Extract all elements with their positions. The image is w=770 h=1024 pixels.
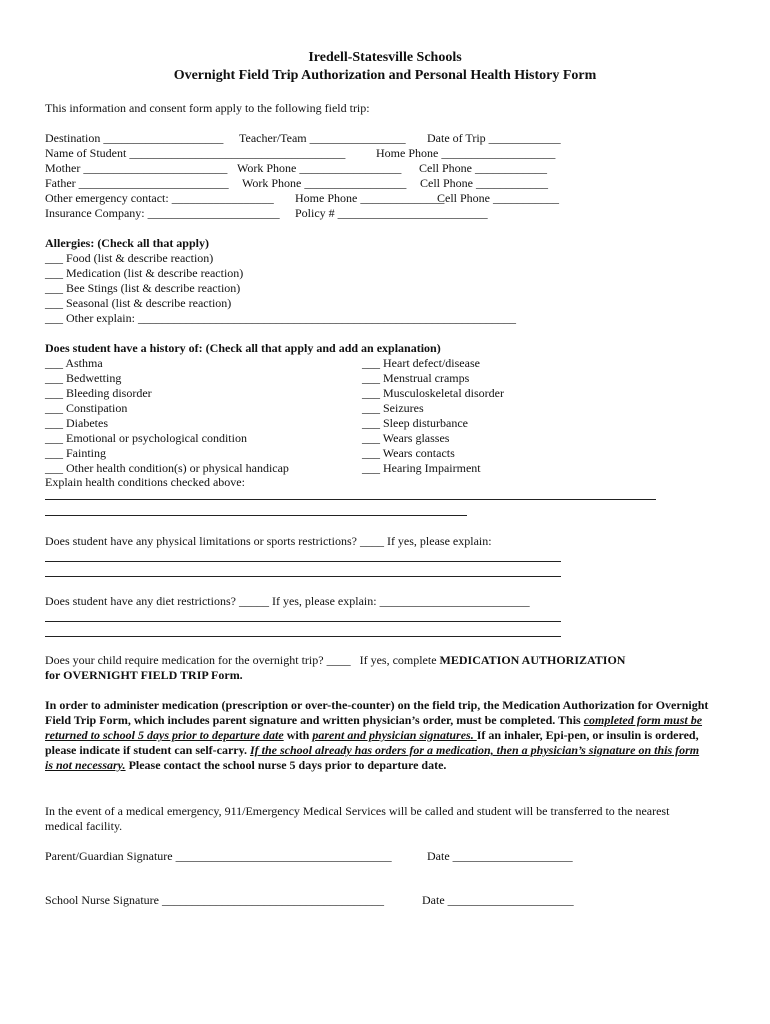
school-name: Iredell-Statesville Schools xyxy=(308,50,462,65)
med-text-4: parent and physician signatures. xyxy=(312,728,477,742)
history-diabetes[interactable]: ___ Diabetes xyxy=(45,416,108,430)
mother-cell-phone-field[interactable]: Cell Phone ____________ xyxy=(419,161,547,175)
allergy-other[interactable]: ___ Other explain: _______________________________________________________________ xyxy=(45,311,516,325)
destination-field[interactable]: Destination ____________________ xyxy=(45,131,224,145)
med-text-5: If an inhaler, Epi-pen, or insulin is ordered, please indicate if student can self-carry. xyxy=(45,728,699,757)
mother-field[interactable]: Mother ________________________ xyxy=(45,161,228,175)
history-constipation[interactable]: ___ Constipation xyxy=(45,401,128,415)
parent-signature-field[interactable]: Parent/Guardian Signature ____________________________________ xyxy=(45,849,392,863)
med-text-2: completed form must be returned to school 5 days prior to departure date xyxy=(45,713,703,742)
nurse-date-field[interactable]: Date _____________________ xyxy=(422,893,574,907)
policy-field[interactable]: Policy # _________________________ xyxy=(295,206,488,220)
medication-form-name-cont: for OVERNIGHT FIELD TRIP Form. xyxy=(45,668,243,682)
explain-line-1[interactable] xyxy=(45,499,656,500)
emergency-home-phone-field[interactable]: Home Phone ______________ xyxy=(295,191,445,205)
explain-line-2[interactable] xyxy=(45,515,467,516)
med-text-6: If the school already has orders for a medication, then a physician’s signature on this form is not necessary. xyxy=(45,743,700,772)
allergy-medication[interactable]: ___ Medication (list & describe reaction) xyxy=(45,266,244,280)
history-other[interactable]: ___ Other health condition(s) or physical handicap xyxy=(45,461,289,475)
allergy-seasonal[interactable]: ___ Seasonal (list & describe reaction) xyxy=(45,296,232,310)
father-cell-phone-field[interactable]: Cell Phone ____________ xyxy=(420,176,548,190)
student-name-field[interactable]: Name of Student ____________________________________ xyxy=(45,146,346,160)
med-text-3: with xyxy=(283,728,313,742)
medication-question[interactable] xyxy=(45,653,625,668)
emergency-contact-field[interactable]: Other emergency contact: _________________ xyxy=(45,191,274,205)
history-heart[interactable]: ___ Heart defect/disease xyxy=(362,356,480,370)
med-text-1: In order to administer medication (prescription or over-the-counter) on the field trip, the Medication Authorization for Overnight Field Trip Form, which includes parent signature and written physician’s order, must be completed. This xyxy=(45,698,709,727)
nurse-signature-field[interactable]: School Nurse Signature _____________________________________ xyxy=(45,893,384,907)
explain-conditions-label: Explain health conditions checked above: xyxy=(45,475,245,489)
father-field[interactable]: Father _________________________ xyxy=(45,176,229,190)
history-musculoskeletal[interactable]: ___ Musculoskeletal disorder xyxy=(362,386,504,400)
parent-date-field[interactable]: Date ____________________ xyxy=(427,849,573,863)
history-glasses[interactable]: ___ Wears glasses xyxy=(362,431,450,445)
allergy-food[interactable]: ___ Food (list & describe reaction) xyxy=(45,251,214,265)
history-heading: Does student have a history of: (Check all that apply and add an explanation) xyxy=(45,341,441,355)
insurance-field[interactable]: Insurance Company: ______________________ xyxy=(45,206,280,220)
mother-work-phone-field[interactable]: Work Phone _________________ xyxy=(237,161,402,175)
home-phone-field[interactable]: Home Phone ___________________ xyxy=(376,146,556,160)
medication-question-text: Does your child require medication for the overnight trip? ____ If yes, complete xyxy=(45,653,440,667)
father-work-phone-field[interactable]: Work Phone _________________ xyxy=(242,176,407,190)
medication-form-name: MEDICATION AUTHORIZATION xyxy=(439,653,626,667)
diet-explain-line-2[interactable] xyxy=(45,636,561,637)
history-fainting[interactable]: ___ Fainting xyxy=(45,446,107,460)
history-bedwetting[interactable]: ___ Bedwetting xyxy=(45,371,122,385)
history-contacts[interactable]: ___ Wears contacts xyxy=(362,446,455,460)
history-bleeding-disorder[interactable]: ___ Bleeding disorder xyxy=(45,386,152,400)
diet-explain-line-1[interactable] xyxy=(45,621,561,622)
history-seizures[interactable]: ___ Seizures xyxy=(362,401,424,415)
medication-instructions xyxy=(45,698,710,773)
physical-explain-line-1[interactable] xyxy=(45,561,561,562)
history-emotional[interactable]: ___ Emotional or psychological condition xyxy=(45,431,247,445)
emergency-cell-phone-field[interactable]: Cell Phone ___________ xyxy=(437,191,559,205)
physical-explain-line-2[interactable] xyxy=(45,576,561,577)
form-title: Overnight Field Trip Authorization and Personal Health History Form xyxy=(173,68,597,83)
med-text-7: Please contact the school nurse 5 days prior to departure date. xyxy=(125,758,447,772)
history-sleep[interactable]: ___ Sleep disturbance xyxy=(362,416,468,430)
physical-limitations-question[interactable]: Does student have any physical limitations or sports restrictions? ____ If yes, please explain: xyxy=(45,534,492,548)
history-menstrual[interactable]: ___ Menstrual cramps xyxy=(362,371,470,385)
emergency-notice: In the event of a medical emergency, 911/Emergency Medical Services will be called and student will be transferred to the nearest medical facility. xyxy=(45,804,670,833)
teacher-team-field[interactable]: Teacher/Team ________________ xyxy=(239,131,406,145)
allergy-bee-stings[interactable]: ___ Bee Stings (list & describe reaction) xyxy=(45,281,241,295)
allergies-heading: Allergies: (Check all that apply) xyxy=(45,236,209,250)
intro-text: This information and consent form apply to the following field trip: xyxy=(45,101,370,115)
history-hearing[interactable]: ___ Hearing Impairment xyxy=(362,461,481,475)
date-of-trip-field[interactable]: Date of Trip ____________ xyxy=(427,131,561,145)
diet-restrictions-question[interactable]: Does student have any diet restrictions? _____ If yes, please explain: _________________________ xyxy=(45,594,530,608)
history-asthma[interactable]: ___ Asthma xyxy=(45,356,103,370)
